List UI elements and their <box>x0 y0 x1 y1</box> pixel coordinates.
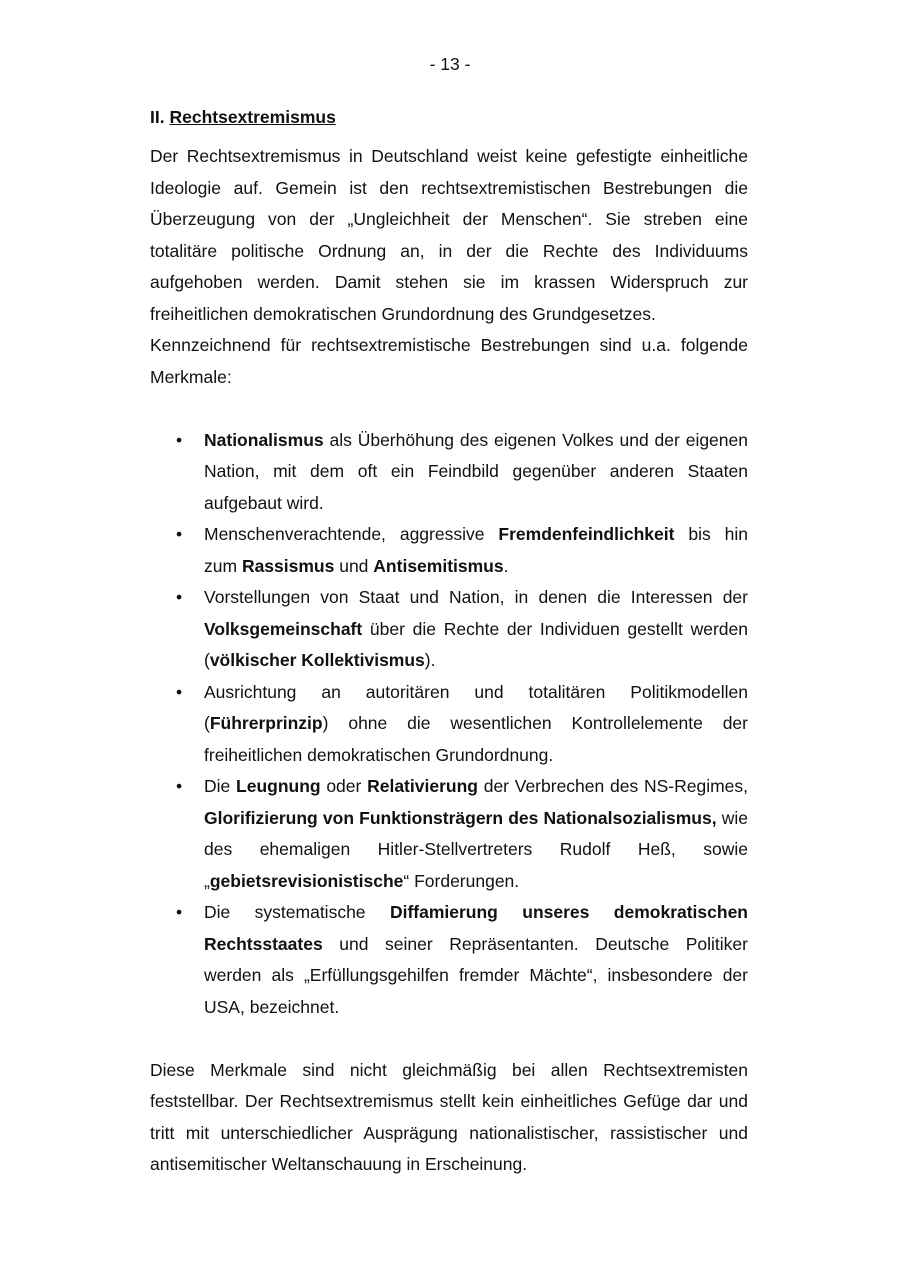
bullet-icon: • <box>176 776 183 796</box>
bold-term: völkischer Kollektivismus <box>209 650 425 670</box>
text-run: Die <box>204 776 237 796</box>
text-run: Vorstellungen von Staat und Nation, in denen die Interessen der <box>204 587 748 607</box>
bold-term: Leugnung <box>236 776 321 796</box>
text-run: und <box>334 555 374 576</box>
bullet-item <box>150 897 748 1023</box>
text-run: Die systematische <box>204 902 390 922</box>
closing-paragraph: Diese Merkmale sind nicht gleichmäßig bei allen Rechtsextremisten feststellbar. Der Rechtsextremismus stellt kein einheitliches Gefüge dar und tritt mit unterschiedlicher Ausprägung nationalistischer, rassistischer und antisemitischer Weltanschauung in Erscheinung. <box>150 1059 748 1174</box>
bold-term: Führerprinzip <box>209 713 323 733</box>
spacer <box>150 1023 748 1055</box>
text-run: als Überhöhung des eigenen Volkes und der eigenen Nation, mit dem oft ein Feindbild gegenüber anderen Staaten aufgebaut wird. <box>204 429 748 513</box>
text-run: bis hin zum <box>204 524 748 576</box>
bullet-icon: • <box>176 524 183 544</box>
document-body <box>150 104 748 1181</box>
section-number: II. <box>150 107 165 127</box>
bold-term: Antisemitismus <box>373 555 504 576</box>
text-run: Menschenverachtende, aggressive <box>204 524 499 544</box>
bullet-item <box>150 425 748 520</box>
bullet-icon: • <box>176 429 183 450</box>
text-run: über die Rechte der Individuen gestellt werden ( <box>204 618 748 670</box>
bold-term: Glorifizierung von Funktionsträgern des Nationalsozialismus, <box>204 807 717 828</box>
bullet-item <box>150 677 748 772</box>
bold-term: Fremdenfeindlichkeit <box>498 524 675 544</box>
bullet-icon: • <box>176 681 183 702</box>
bullet-item <box>150 519 748 582</box>
bullet-icon: • <box>176 587 183 607</box>
intro-paragraph: Der Rechtsextremismus in Deutschland weist keine gefestigte einheitliche Ideologie auf. Gemein ist den rechtsextremistischen Bestrebungen die Überzeugung von der „Ungleichheit der Menschen“. Sie streben eine totalitäre politische Ordnung an, in der die Rechte des Individuums aufgehoben werden. Damit stehen sie im krassen Widerspruch zur freiheitlichen demokratischen Grundordnung des Grundgesetzes. <box>150 146 748 324</box>
bold-term: Rassismus <box>241 555 335 576</box>
text-run: oder <box>320 776 368 796</box>
text-run: ). <box>424 650 436 670</box>
text-run: und seiner Repräsentanten. Deutsche Politiker werden als „Erfüllungsgehilfen fremder Mächte“, insbesondere der USA, bezeichnet. <box>204 933 748 1017</box>
spacer <box>150 393 748 425</box>
page-number: - 13 - <box>429 54 471 74</box>
bullet-icon: • <box>176 902 183 922</box>
section-heading <box>150 104 748 130</box>
text-run: . <box>503 555 509 576</box>
bold-term: Relativierung <box>367 776 478 796</box>
bold-term: Diffamierung unseres demokratischen Rechtsstaates <box>204 902 748 954</box>
feature-bullet-list <box>150 425 748 1024</box>
bold-term: Nationalismus <box>204 429 324 450</box>
text-run: ) ohne die wesentlichen Kontrollelemente der freiheitlichen demokratischen Grundordnung. <box>204 713 748 765</box>
text-run: “ Forderungen. <box>403 870 520 891</box>
bullet-item <box>150 582 748 677</box>
bold-term: gebietsrevisionistische <box>209 870 404 891</box>
bold-term: Volksgemeinschaft <box>204 618 363 639</box>
intro-lead-in: Kennzeichnend für rechtsextremistische Bestrebungen sind u.a. folgende Merkmale: <box>150 335 748 387</box>
text-run: Ausrichtung an autoritären und totalitären Politikmodellen ( <box>204 681 748 733</box>
bullet-item <box>150 771 748 897</box>
text-run: der Verbrechen des NS-Regimes, <box>477 776 749 796</box>
text-run: wie des ehemaligen Hitler-Stellvertreters Rudolf Heß, sowie „ <box>204 807 748 891</box>
section-title: Rechtsextremismus <box>169 107 336 127</box>
